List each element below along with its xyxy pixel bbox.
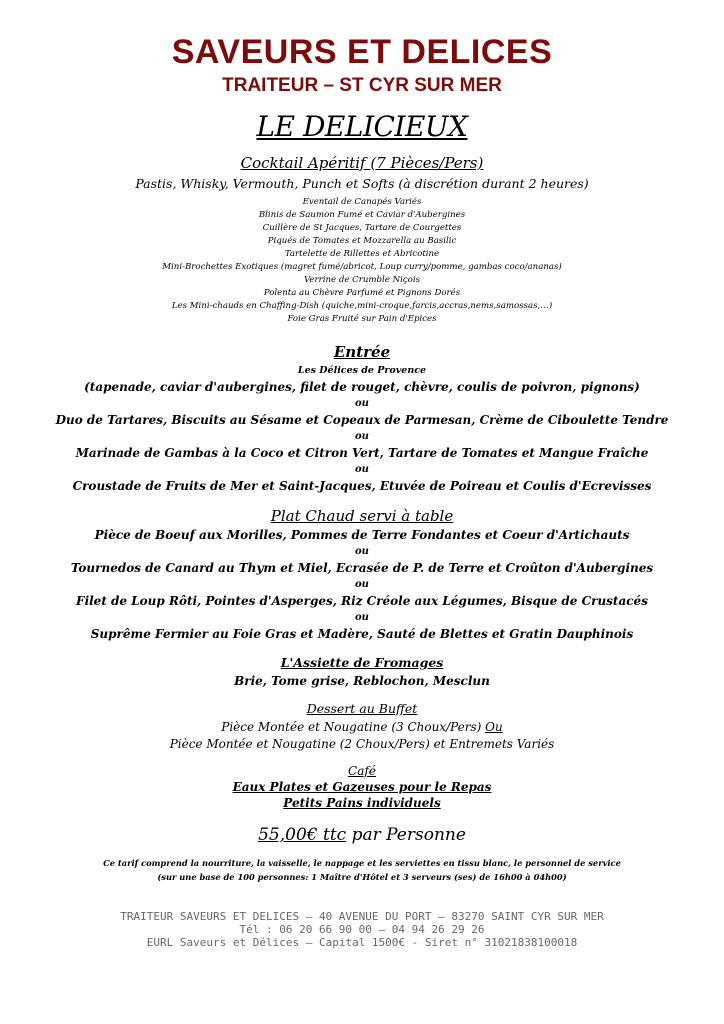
list-item: Cuillère de St Jacques, Tartare de Courgettes: [262, 223, 462, 233]
entree-option: Duo de Tartares, Biscuits au Sésame et Copeaux de Parmesan, Crème de Ciboulette Tendre: [55, 413, 669, 427]
list-item: Tartelette de Rillettes et Abricotine: [284, 249, 440, 259]
plat-option: Pièce de Boeuf aux Morilles, Pommes de Terre Fondantes et Coeur d'Artichauts: [94, 528, 630, 542]
fromages-heading: L'Assiette de Fromages: [280, 655, 444, 670]
or-separator: Ou: [485, 720, 503, 734]
list-item: Piqués de Tomates et Mozzarella au Basilic: [267, 236, 457, 246]
brand-title: SAVEURS ET DELICES: [171, 33, 553, 71]
entree-option: Croustade de Fruits de Mer et Saint-Jacques, Etuvée de Poireau et Coulis d'Ecrevisses: [72, 479, 652, 493]
entree-option-detail: (tapenade, caviar d'aubergines, filet de rouget, chèvre, coulis de poivron, pignons): [84, 380, 640, 394]
list-item: Polenta au Chèvre Parfumé et Pignons Dorés: [263, 288, 461, 298]
list-item: Verrine de Crumble Niçois: [304, 275, 420, 285]
footer-legal: EURL Saveurs et Délices – Capital 1500€ - Siret n° 31021838100018: [146, 936, 578, 949]
or-separator: ou: [355, 431, 369, 442]
cocktail-heading: Cocktail Apéritif (7 Pièces/Pers): [240, 154, 484, 172]
dessert-option: Pièce Montée et Nougatine (2 Choux/Pers) et Entremets Variés: [169, 737, 555, 751]
list-item: Eventail de Canapés Variés: [302, 197, 422, 207]
tariff-note-detail: (sur une base de 100 personnes: 1 Maître d'Hôtel et 3 serveurs (ses) de 16h00 à 04h00): [157, 872, 567, 882]
bread-label: Petits Pains individuels: [283, 796, 441, 810]
tariff-note: Ce tarif comprend la nourriture, la vaisselle, le nappage et les serviettes en tissu blanc, le personnel de service: [103, 858, 621, 868]
dessert-option-text: Pièce Montée et Nougatine (3 Choux/Pers): [221, 720, 482, 734]
menu-title: LE DELICIEUX: [256, 110, 468, 143]
entree-option-title: Les Délices de Provence: [297, 365, 427, 376]
list-item: Blinis de Saumon Fumé et Caviar d'Aubergines: [258, 210, 466, 220]
dessert-option: [0, 720, 724, 734]
price-suffix: par Personne: [346, 825, 466, 845]
list-item: Foie Gras Fruité sur Pain d'Epices: [287, 314, 437, 324]
water-label: Eaux Plates et Gazeuses pour le Repas: [232, 780, 492, 794]
or-separator: ou: [355, 612, 369, 623]
list-item: Les Mini-chauds en Chaffing-Dish (quiche,mini-croque,farcis,accras,nems,samossas,…): [171, 301, 553, 311]
footer-address: TRAITEUR SAVEURS ET DELICES – 40 AVENUE DU PORT – 83270 SAINT CYR SUR MER: [120, 910, 604, 923]
plat-option: Suprême Fermier au Foie Gras et Madère, Sauté de Blettes et Gratin Dauphinois: [90, 627, 634, 641]
cocktail-drinks: Pastis, Whisky, Vermouth, Punch et Softs (à discrétion durant 2 heures): [135, 176, 589, 191]
cafe-label: Café: [348, 764, 376, 778]
or-separator: ou: [355, 464, 369, 475]
or-separator: ou: [355, 546, 369, 557]
brand-subtitle: TRAITEUR – ST CYR SUR MER: [222, 75, 502, 96]
list-item: Mini-Brochettes Exotiques (magret fumé/abricot, Loup curry/pomme, gambas coco/ananas): [162, 262, 562, 272]
plat-option: Tournedos de Canard au Thym et Miel, Ecrasée de P. de Terre et Croûton d'Aubergines: [70, 561, 654, 575]
or-separator: ou: [355, 398, 369, 409]
dessert-heading: Dessert au Buffet: [306, 701, 418, 716]
or-separator: ou: [355, 579, 369, 590]
price-amount: 55,00€ ttc: [258, 825, 347, 845]
price-line: [0, 825, 724, 845]
footer-phone: Tél : 06 20 66 90 00 – 04 94 26 29 26: [239, 923, 485, 936]
plat-heading: Plat Chaud servi à table: [270, 507, 454, 525]
entree-option: Marinade de Gambas à la Coco et Citron Vert, Tartare de Tomates et Mangue Fraîche: [75, 446, 649, 460]
fromages-items: Brie, Tome grise, Reblochon, Mesclun: [234, 674, 490, 688]
entree-heading: Entrée: [333, 343, 391, 361]
plat-option: Filet de Loup Rôti, Pointes d'Asperges, Riz Créole aux Légumes, Bisque de Crustacés: [76, 594, 648, 608]
cocktail-item-list: [0, 196, 724, 326]
